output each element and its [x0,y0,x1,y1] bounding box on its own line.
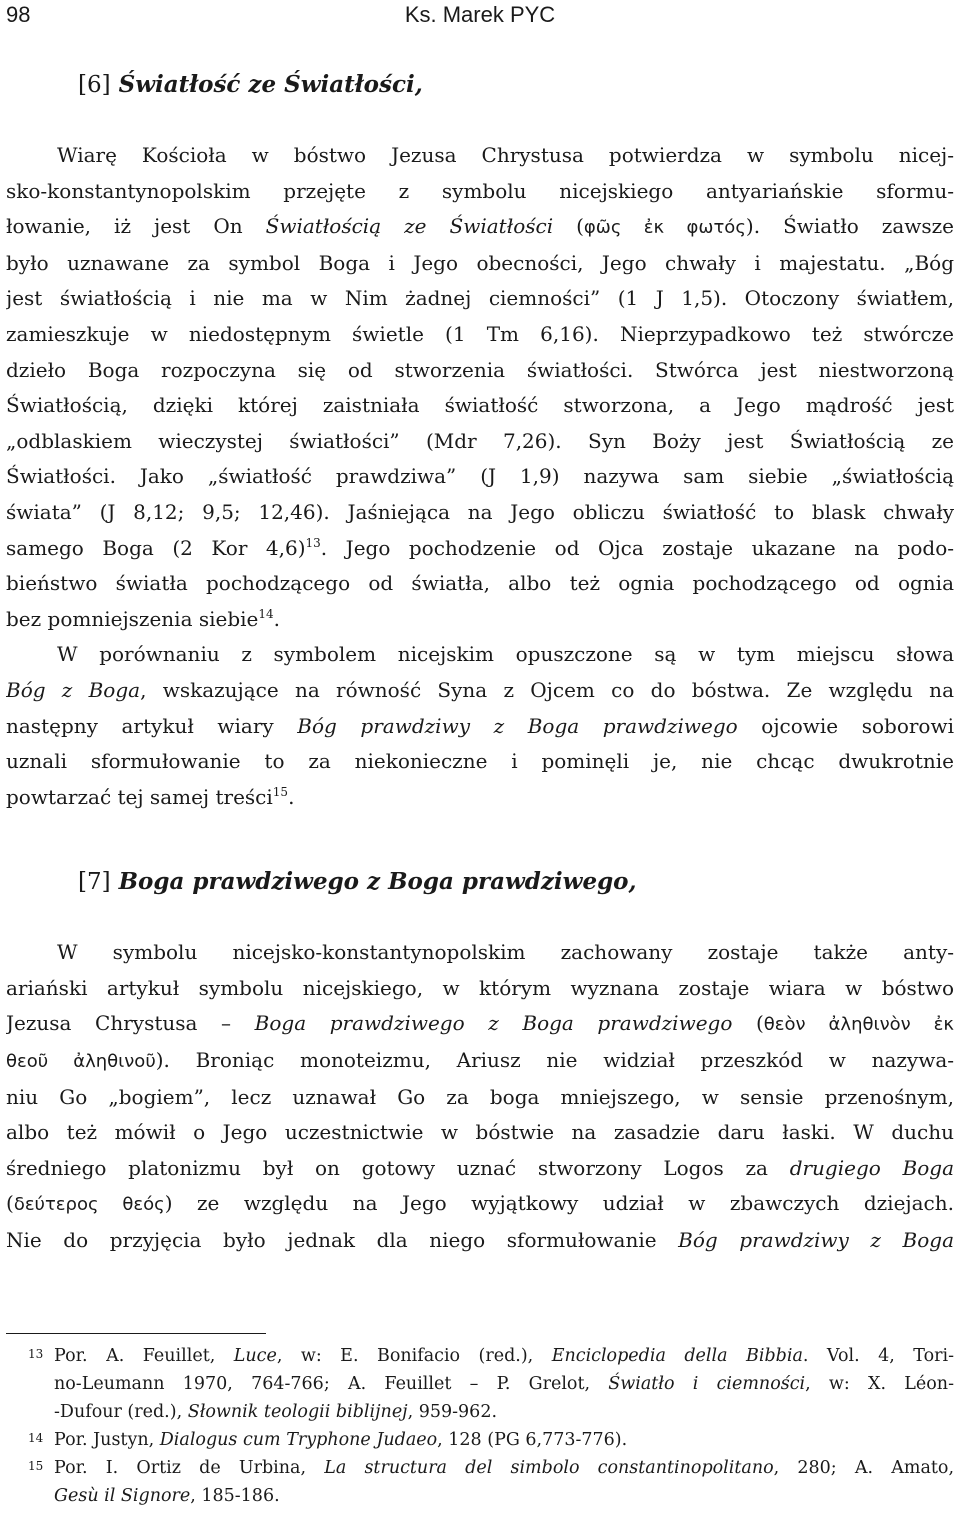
running-head [6,0,954,30]
footnote-14 [6,1426,954,1454]
text-line: Światłością, dzięki której zaistniała światłość stworzona, a Jego mądrość jest [6,393,954,418]
text-run: . Vol. 4, Tori- [802,1346,954,1366]
text-run: , 128 (PG 6,773-776). [437,1430,628,1450]
italic-phrase: Światło i ciemności [608,1374,806,1394]
text-line [6,780,954,816]
footnote-15 [6,1454,954,1510]
greek-phrase: φῶς ἐκ φωτός [583,217,746,239]
text-line: W symbolu nicejsko-konstantynopolskim zachowany zostaje także anty- [57,940,954,965]
italic-phrase: Bóg prawdziwy z Boga prawdziwego [297,713,738,738]
text-line: ariański artykuł symbolu nicejskiego, w którym wyznana zostaje wiara w bóstwo [6,975,954,1000]
italic-phrase: Enciclopedia della Bibbia [551,1346,803,1366]
text-line: zamieszkuje w niedostępnym świetle (1 Tm 6,16). Nieprzypadkowo też stwórcze [6,321,954,346]
text-run: , w: E. Bonifacio (red.), [276,1346,552,1366]
text-run: ) ze względu na Jego wyjątkowy udział w zbawczych dziejach. [164,1191,954,1216]
text-line: niu Go „bogiem”, lecz uznawał Go za boga mniejszego, w sensie przenośnym, [6,1084,954,1109]
section-6-number: [6] [78,72,111,98]
paragraph-1 [6,138,954,637]
text-run: ( [732,1011,764,1036]
text-line: Światłości. Jako „światłość prawdziwa” (J 1,9) nazywa sam siebie „światłością [6,464,954,489]
text-line [6,209,954,246]
text-run: powtarzać tej samej treści [6,784,273,809]
greek-phrase: θεοῦ ἀληθινοῦ [6,1051,156,1073]
italic-phrase: Bóg z Boga [6,677,141,702]
text-run: Jezusa Chrystusa – [6,1011,255,1036]
footnote-line [54,1370,954,1398]
text-run: , wskazujące na równość Syna z Ojcem co do bóstwa. Ze względu na [140,677,954,702]
text-line: bieństwo światła pochodzącego od światła, albo też ognia pochodzącego od ognia [6,571,954,596]
text-line [6,602,954,638]
footnote-line [54,1342,954,1370]
italic-phrase: Gesù il Signore [54,1486,191,1506]
section-6-title: Światłość ze Światłości, [118,71,423,98]
text-line: świata” (J 8,12; 9,5; 12,46). Jaśniejąca na Jego obliczu światłość to blask chwały [6,499,954,524]
text-run: bez pomniejszenia siebie [6,606,259,631]
footnotes [6,1342,954,1510]
footnote-number: 14 [28,1431,44,1445]
text-run: ( [553,214,584,239]
text-line [6,1151,954,1187]
footnote-line [54,1398,954,1426]
footnote-line [54,1482,954,1510]
text-run: , 185-186. [190,1486,280,1506]
text-line: dzieło Boga rozpoczyna się od stworzenia światłości. Stwórca jest niestworzoną [6,357,954,382]
footnote-line [54,1454,954,1482]
text-line: było uznawane za symbol Boga i Jego obecności, Jego chwały i majestatu. „Bóg [6,250,954,275]
footnote-ref-14[interactable]: 14 [258,606,274,621]
paragraph-3 [6,935,954,1258]
italic-phrase: Luce [233,1346,277,1366]
text-line: jest światłością i nie ma w Nim żadnej ciemności” (1 J 1,5). Otoczony światłem, [6,286,954,311]
greek-phrase: δεύτερος θεός [13,1194,165,1216]
text-run: . [288,784,295,809]
text-run: ). Światło zawsze [745,214,954,239]
footnote-divider [6,1333,266,1334]
text-line: sko-konstantynopolskim przejęte z symbolu nicejskiego antyariańskie sformu- [6,178,954,203]
section-7-number: [7] [78,869,111,896]
italic-phrase: Boga prawdziwego z Boga prawdziwego [254,1011,733,1036]
page-number: 98 [6,2,31,27]
italic-phrase: drugiego Boga [789,1155,954,1180]
italic-phrase: La structura del simbolo constantinopolitano [324,1458,774,1478]
text-run: ( [6,1191,14,1216]
text-line: Wiarę Kościoła w bóstwo Jezusa Chrystusa potwierdza w symbolu nicej- [57,143,954,167]
text-run: -Dufour (red.), [54,1402,188,1422]
text-line [6,531,954,567]
text-line [6,1006,954,1043]
text-run: . Jego pochodzenie od Ojca zostaje ukazane na podo- [320,535,954,560]
text-run: Por. A. Feuillet, [54,1346,234,1366]
section-7-title: Boga prawdziwego z Boga prawdziwego, [118,868,637,896]
text-line [6,673,954,709]
text-run: , w: X. Léon- [805,1374,954,1394]
text-line [6,1186,954,1223]
text-line: W porównaniu z symbolem nicejskim opuszczone są w tym miejscu słowa [57,642,954,667]
text-run: , 959-962. [407,1402,498,1422]
footnote-number: 13 [28,1347,44,1361]
text-run: Por. Justyn, [54,1430,160,1450]
text-run: łowanie, iż jest On [6,214,266,239]
greek-phrase: θεὸν ἀληθινὸν ἐκ [763,1014,954,1036]
text-line: uznali sformułowanie to za niekonieczne i pominęli je, nie chcąc dwukrotnie [6,749,954,774]
text-run: Nie do przyjęcia było jednak dla niego sformułowanie [6,1228,679,1253]
section-7-heading [6,865,954,899]
italic-phrase: Bóg prawdziwy z Boga [678,1228,954,1253]
footnote-ref-15[interactable]: 15 [272,784,289,799]
footnote-13 [6,1342,954,1426]
text-run: no-Leumann 1970, 764-766; A. Feuillet – P. Grelot, [54,1374,609,1394]
text-run: ojcowie soborowi [737,713,954,738]
text-run: średniego platonizmu był on gotowy uznać stworzony Logos za [6,1155,790,1180]
text-line: albo też mówił o Jego uczestnictwie w bóstwie na zasadzie daru łaski. W duchu [6,1120,954,1145]
text-line: „odblaskiem wieczystej światłości” (Mdr 7,26). Syn Boży jest Światłością ze [6,428,954,453]
text-run: następny artykuł wiary [6,713,298,738]
section-6-heading [6,68,954,102]
italic-phrase: Słownik teologii biblijnej [187,1402,408,1422]
text-run: Por. I. Ortiz de Urbina, [54,1458,325,1478]
text-line [6,709,954,745]
paragraph-2 [6,637,954,815]
italic-phrase: Dialogus cum Tryphone Judaeo [159,1430,438,1450]
italic-phrase: Światłością ze Światłości [265,214,554,239]
text-run: , 280; A. Amato, [773,1458,954,1478]
book-page [6,0,954,1514]
text-line [6,1223,954,1259]
footnote-number: 15 [28,1459,44,1473]
text-run: samego Boga (2 Kor 4,6) [6,535,306,560]
footnote-ref-13[interactable]: 13 [305,535,321,550]
text-line [6,1043,954,1080]
text-run: . [273,606,281,631]
text-run: ). Broniąc monoteizmu, Ariusz nie widział przeszkód w nazywa- [155,1048,954,1073]
running-title: Ks. Marek PYC [404,2,556,27]
footnote-line [54,1426,954,1454]
